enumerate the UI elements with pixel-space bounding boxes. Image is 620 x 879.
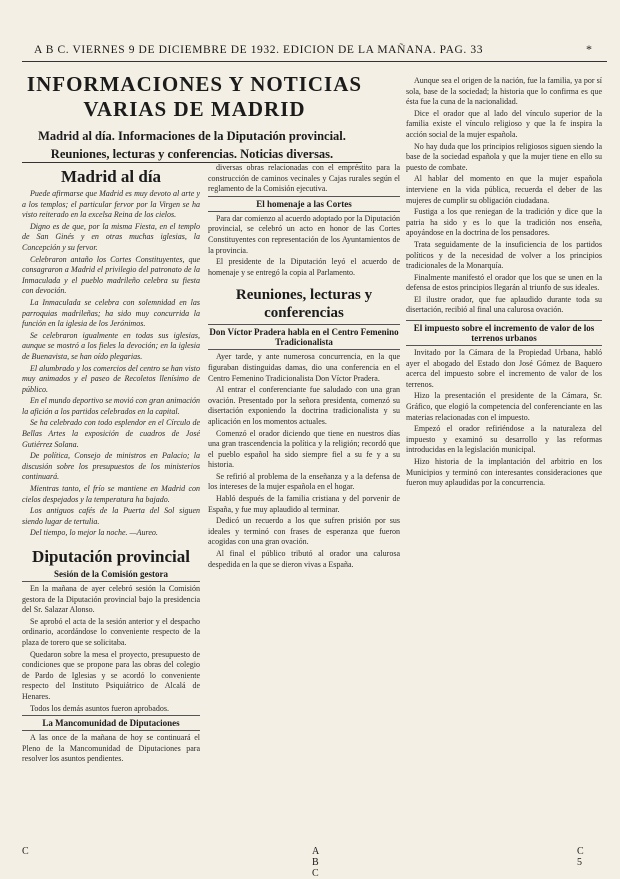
title-deck: Madrid al día. Informaciones de la Diputación provincial. Reuniones, lecturas y conferencias. Noticias diversas. [38,129,346,161]
section-subtitle: Sesión de la Comisión gestora [22,569,200,582]
article-paragraph: Al hablar del momento en que la mujer española interviene en la vida pública, recuerda el deber de las mujeres de cumplir su obligación ciudadana. [406,174,602,205]
article-paragraph: Del tiempo, lo mejor la noche. —Aureo. [30,528,158,538]
column-2 [208,163,400,853]
article-paragraph: Se ha celebrado con todo esplendor en el Círculo de Bellas Artes la exposición de cuadros de José Gutiérrez Solana. [22,418,200,449]
section-title-madrid-al-dia: Madrid al día [60,167,162,186]
column-3 [406,76,602,853]
article-paragraph: En el mundo deportivo se movió con gran animación la afición a los partidos celebrados en la capital. [22,396,200,416]
article-paragraph: Al final el público tributó al orador una calurosa despedida en la que se dieron vivas a España. [208,549,400,569]
article-paragraph: Fustiga a los que reniegan de la tradición y dice que la patria ha sido y es lo que la tradición nos enseña, apoyándose en la doctrina de los pensadores. [406,207,602,238]
article-paragraph: En la mañana de ayer celebró sesión la Comisión gestora de la Diputación provincial bajo la presidencia del Sr. Salazar Alonso. [22,584,200,615]
article-paragraph: Dedicó un recuerdo a los que sufren prisión por sus ideales y terminó con frases de esperanza que fueron acogidas con una gran ovación. [208,516,400,547]
article-paragraph: Hizo historia de la implantación del arbitrio en los Municipios y terminó con interesantes consideraciones que fueron muy aplaudidas por la concurrencia. [406,457,602,488]
running-head [34,44,594,56]
article-paragraph: Todos los demás asuntos fueron aprobados. [30,703,169,713]
article-paragraph: Al entrar el conferenciante fue saludado con una gran ovación. Presentado por la señora presidenta, comenzó su disertación exponiendo la doctrina tradicionalista y su aplicación en los momentos actuales. [208,385,400,426]
article-paragraph: Hizo la presentación el presidente de la Cámara, Sr. Gráfico, que elogió la competencia del conferenciante en las materias relacionadas con el impuesto. [406,391,602,422]
article-paragraph: La Inmaculada se celebra con solemnidad en las parroquias madrileñas; ha sido muy concurrida la función en la iglesia de los Jerónimos. [22,297,200,329]
article-paragraph: Dice el orador que al lado del vínculo superior de la familia existe el vínculo religioso y que la fe inspira la acción social de la mujer española. [406,108,602,139]
footer-right: C 5 [577,846,584,868]
article-paragraph: Habló después de la familia cristiana y del porvenir de España, y fue muy aplaudido al terminar. [208,494,400,514]
article-paragraph: Comenzó el orador diciendo que tiene en nuestros días una gran trascendencia la política y la religión; recordó que el pueblo español ha sido siempre fiel a su fe y a su historia. [208,428,400,470]
article-paragraph: Empezó el orador refiriéndose a la naturaleza del impuesto y examinó su desarrollo y las reformas introducidas en la legislación municipal. [406,424,602,455]
article-paragraph: diversas obras relacionadas con el empréstito para la construcción de caminos vecinales y Cajas rurales según el reglamento de la Comisión ejecutiva. [208,163,400,194]
article-paragraph: Mientras tanto, el frío se mantiene en Madrid con cielos despejados y la temperatura ha bajado. [22,484,200,504]
article-paragraph: No hay duda que los principios religiosos siguen siendo la base de la sociedad española y que la mujer tiene en ello su puesto de combate. [406,141,602,172]
article-paragraph: El presidente de la Diputación leyó el acuerdo de homenaje y se entregó la copia al Parlamento. [208,257,400,277]
article-paragraph: El alumbrado y los comercios del centro se han visto muy animados y el paseo de Recoletos llenísimo de público. [22,363,200,394]
article-paragraph: Se aprobó el acta de la sesión anterior y el despacho ordinario, acordándose lo conveniente respecto de la plaza de torero que se solicitaba. [22,616,200,647]
article-paragraph: Se refirió al problema de la enseñanza y a la defensa de los intereses de la mujer española en el hogar. [208,471,400,492]
article-paragraph: Los antiguos cafés de la Puerta del Sol siguen siendo lugar de tertulia. [22,506,200,526]
article-paragraph: Invitado por la Cámara de la Propiedad Urbana, habló ayer el abogado del Estado don José Gómez de Baquero acerca del impuesto sobre el incremento de valor de los terrenos. [406,348,602,389]
corner-mark: * [586,42,593,56]
page-footer [22,846,584,879]
article-paragraph: El ilustre orador, que fue aplaudido durante toda su disertación, recibió al final una calurosa ovación. [406,294,602,315]
footer-left: C [22,846,29,857]
article-paragraph: De política, Consejo de ministros en Palacio; la discusión sobre los presupuestos de los ministerios continuará. [22,451,200,482]
section-title-reuniones: Reuniones, lecturas y conferencias [235,287,373,322]
subsection-title: La Mancomunidad de Diputaciones [22,715,200,731]
running-head-text: A B C. VIERNES 9 DE DICIEMBRE DE 1932. EDICION DE LA MAÑANA. PAG. 33 [34,44,484,56]
article-paragraph: Se celebraron igualmente en todas sus iglesias, aunque se mostró a los fieles la devoción; en la iglesia de Buenavista, se han oído plegarias. [22,330,200,361]
article-paragraph: Trata seguidamente de la insuficiencia de los partidos políticos y de la necesidad de volver a los principios tradicionales de la Monarquía. [406,239,602,271]
article-paragraph: A las once de la mañana de hoy se continuará el Pleno de la Mancomunidad de Diputaciones para resolver los asuntos pendientes. [22,733,200,764]
article-paragraph: Celebraron antaño los Cortes Constituyentes, que consagraron a Madrid el privilegio del patronato de la Inmaculada y el pueblo madrileño celebra su fiesta con devoción. [22,254,200,296]
article-paragraph: Finalmente manifestó el orador que los que se unen en la defensa de estos principios llegarán al triunfo de sus ideales. [406,272,602,293]
article-paragraph: Aunque sea el origen de la nación, fue la familia, ya por sí sola, base de la sociedad; la historia que lo confirma es que ésta fue la cuna de la nacionalidad. [406,76,602,107]
article-paragraph: Puede afirmarse que Madrid es muy devoto al arte y a los templos; el particular fervor por la Virgen se ha visto reiterado en la excelsa Reina de los cielos. [22,189,200,220]
article-paragraph: Para dar comienzo al acuerdo adoptado por la Diputación provincial, se celebró un acto en honor de las Cortes Constituyentes con representación de los Ayuntamientos de la provincia. [208,213,400,255]
footer-center: A B C [312,846,319,879]
article-paragraph: Ayer tarde, y ante numerosa concurrencia, en la que figuraban distinguidas damas, dio una conferencia en el Centro Femenino Tradicionalista Don Víctor Pradera. [208,352,400,383]
page-title: INFORMACIONES Y NOTICIAS VARIAS DE MADRID [26,72,363,121]
subsection-title: El impuesto sobre el incremento de valor de los terrenos urbanos [406,320,602,346]
article-paragraph: Quedaron sobre la mesa el proyecto, presupuesto de condiciones que se propone para las obras del colegio de Pardo de Iglesias y se acordó lo conveniente respecto del Instituto Psiquiátrico de Alcalá de Henares. [22,649,200,701]
section-subtitle: Don Víctor Pradera habla en el Centro Femenino Tradicionalista [208,324,400,350]
subsection-title: El homenaje a las Cortes [208,196,400,212]
header-rule [22,61,607,62]
column-1 [22,163,200,853]
section-title-diputacion: Diputación provincial [32,547,190,566]
article-paragraph: Digno es de que, por la misma Fiesta, en el templo de San Ginés y en otras muchas iglesias, la Concepción y su fervor. [22,221,200,252]
